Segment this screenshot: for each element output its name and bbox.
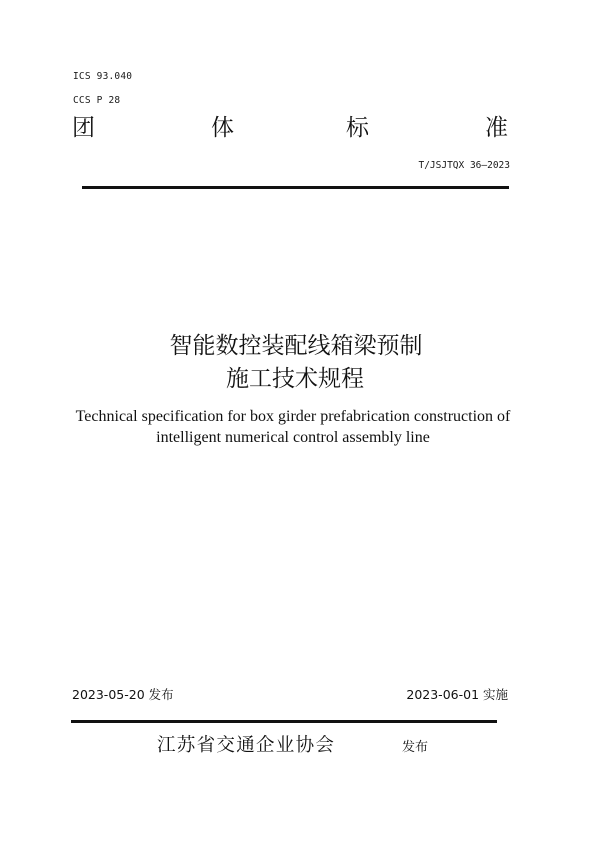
bottom-divider xyxy=(71,720,497,723)
standard-number: T/JSJTQX 36—2023 xyxy=(418,160,510,171)
issuing-organization: 江苏省交通企业协会 xyxy=(157,735,336,756)
header-char-biao: 标 xyxy=(346,115,369,141)
title-english-line-2: intelligent numerical control assembly line xyxy=(156,429,430,446)
ics-code: ICS 93.040 xyxy=(73,71,133,82)
header-char-zhun: 准 xyxy=(485,115,508,141)
title-english-line-1: Technical specification for box girder prefabrication construction of xyxy=(75,408,511,425)
publish-date: 2023-05-20 发布 xyxy=(72,687,174,702)
ccs-code: CCS P 28 xyxy=(73,95,121,106)
implement-date: 2023-06-01 实施 xyxy=(406,687,508,702)
header-char-tuan: 团 xyxy=(72,115,95,141)
issuer-action: 发布 xyxy=(402,740,429,755)
title-chinese-line-1: 智能数控装配线箱梁预制 xyxy=(169,333,423,359)
title-chinese-line-2: 施工技术规程 xyxy=(226,366,364,392)
header-char-ti: 体 xyxy=(211,115,234,141)
top-divider xyxy=(82,186,509,189)
